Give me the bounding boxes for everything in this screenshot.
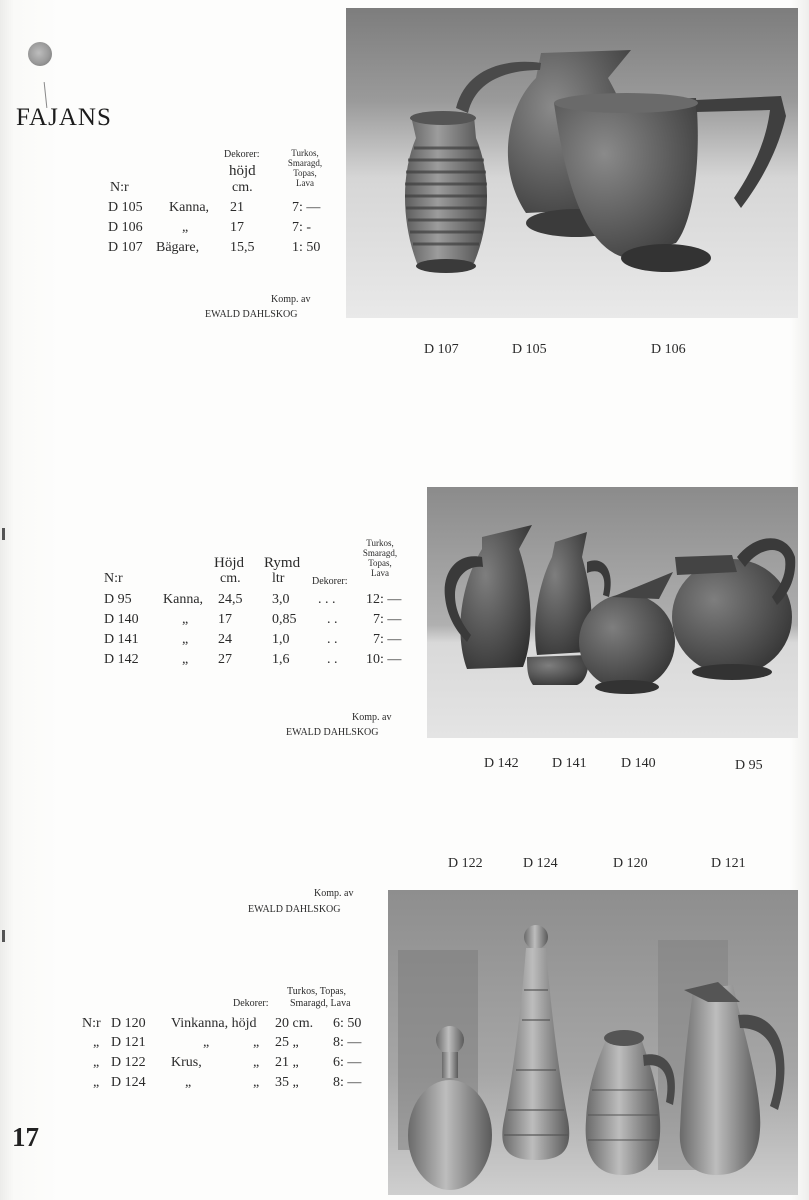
dekor-line-1: Turkos, Topas, (287, 986, 347, 997)
row-name: „ (182, 220, 189, 235)
punch-hole (28, 42, 52, 66)
row-price: 10: — (366, 652, 402, 667)
margin-mark (2, 528, 5, 540)
row-height: 21 (230, 200, 244, 215)
row-height-prefix: „ (253, 1075, 260, 1090)
row-nr: D 95 (104, 592, 132, 607)
row-name: Vinkanna, höjd (171, 1016, 257, 1031)
photo-four-jugs (427, 487, 798, 738)
nr-label: N:r (110, 180, 129, 195)
photo-caption: D 122 (448, 856, 483, 871)
row-dots: . . . (318, 592, 336, 607)
row-nr: D 105 (108, 200, 143, 215)
row-dots: . . (327, 612, 338, 627)
row-nr: D 124 (111, 1075, 146, 1090)
komp-label: Komp. av (314, 888, 354, 899)
row-height: 25 „ (275, 1035, 299, 1050)
photo-caption: D 106 (651, 342, 686, 357)
cm-label: cm. (232, 180, 253, 195)
ltr-label: ltr (272, 571, 285, 586)
row-nr: D 122 (111, 1055, 146, 1070)
photo-wine-jugs (388, 890, 798, 1195)
row-height: 15,5 (230, 240, 255, 255)
dekor-value: Topas, (368, 558, 392, 568)
row-price: 7: — (373, 632, 402, 647)
row-dots: . . (327, 652, 338, 667)
row-nr-label: „ (93, 1055, 100, 1070)
komp-label: Komp. av (352, 712, 392, 723)
row-height-prefix: „ (253, 1035, 260, 1050)
margin-mark (2, 930, 5, 942)
row-height: 24,5 (218, 592, 243, 607)
row-volume: 3,0 (272, 592, 290, 607)
row-height-prefix: „ (253, 1055, 260, 1070)
designer-name: EWALD DAHLSKOG (205, 309, 298, 320)
row-nr-label: „ (93, 1035, 100, 1050)
row-height: 35 „ (275, 1075, 299, 1090)
row-name: „ (185, 1075, 192, 1090)
dekor-value: Lava (371, 568, 389, 578)
row-name: Kanna, (163, 592, 204, 607)
row-price: 7: — (292, 200, 321, 215)
row-price: 7: — (373, 612, 402, 627)
row-nr-label: „ (93, 1075, 100, 1090)
row-height: 24 (218, 632, 232, 647)
photo-caption: D 121 (711, 856, 746, 871)
row-nr: D 106 (108, 220, 143, 235)
photo-caption: D 105 (512, 342, 547, 357)
row-name: „ (203, 1035, 210, 1050)
row-nr: D 121 (111, 1035, 146, 1050)
row-name: Krus, (171, 1055, 202, 1070)
photo-caption: D 107 (424, 342, 459, 357)
dekor-label: Dekorer: (224, 149, 260, 160)
row-height: 17 (230, 220, 244, 235)
hojd-label: Höjd (214, 555, 244, 571)
photo-caption: D 141 (552, 756, 587, 771)
row-price: 8: — (333, 1075, 362, 1090)
photo-caption: D 124 (523, 856, 558, 871)
dekor-values (350, 538, 410, 578)
dekor-value: Turkos, (366, 538, 394, 548)
dekor-value: Lava (296, 178, 314, 188)
row-nr: D 141 (104, 632, 139, 647)
dekor-label: Dekorer: (233, 998, 269, 1009)
row-price: 6: 50 (333, 1016, 362, 1031)
row-nr: D 107 (108, 240, 143, 255)
row-price: 7: - (292, 220, 312, 235)
row-volume: 1,0 (272, 632, 290, 647)
row-price: 1: 50 (292, 240, 321, 255)
row-height: 21 „ (275, 1055, 299, 1070)
dekor-values (270, 148, 340, 188)
rymd-label: Rymd (264, 555, 301, 571)
hojd-label: höjd (229, 163, 256, 179)
row-nr: D 142 (104, 652, 139, 667)
page-number: 17 (12, 1122, 39, 1152)
row-height: 17 (218, 612, 232, 627)
row-nr: D 120 (111, 1016, 146, 1031)
cm-label: cm. (220, 571, 241, 586)
row-nr: D 140 (104, 612, 139, 627)
row-price: 6: — (333, 1055, 362, 1070)
row-nr-label: N:r (82, 1016, 101, 1031)
photo-caption: D 120 (613, 856, 648, 871)
dekor-line-2: Smaragd, Lava (290, 998, 351, 1009)
dekor-value: Smaragd, (362, 548, 398, 558)
dekor-value: Turkos, (291, 148, 319, 158)
row-name: „ (182, 652, 189, 667)
photo-caption: D 142 (484, 756, 519, 771)
row-name: „ (182, 612, 189, 627)
row-name: Kanna, (169, 200, 210, 215)
row-price: 8: — (333, 1035, 362, 1050)
nr-label: N:r (104, 571, 123, 586)
designer-name: EWALD DAHLSKOG (248, 904, 341, 915)
row-price: 12: — (366, 592, 402, 607)
row-name: Bägare, (156, 240, 200, 255)
designer-name: EWALD DAHLSKOG (286, 727, 379, 738)
dekor-value: Smaragd, (287, 158, 323, 168)
dekor-value: Topas, (293, 168, 317, 178)
photo-caption: D 95 (735, 758, 763, 773)
dekor-label: Dekorer: (312, 576, 348, 587)
row-name: „ (182, 632, 189, 647)
row-height: 27 (218, 652, 232, 667)
row-height: 20 cm. (275, 1016, 314, 1031)
page-heading: FAJANS (16, 104, 112, 131)
row-volume: 0,85 (272, 612, 297, 627)
photo-caption: D 140 (621, 756, 656, 771)
photo-jugs-vase-1 (346, 8, 798, 318)
row-dots: . . (327, 632, 338, 647)
komp-label: Komp. av (271, 294, 311, 305)
row-volume: 1,6 (272, 652, 290, 667)
